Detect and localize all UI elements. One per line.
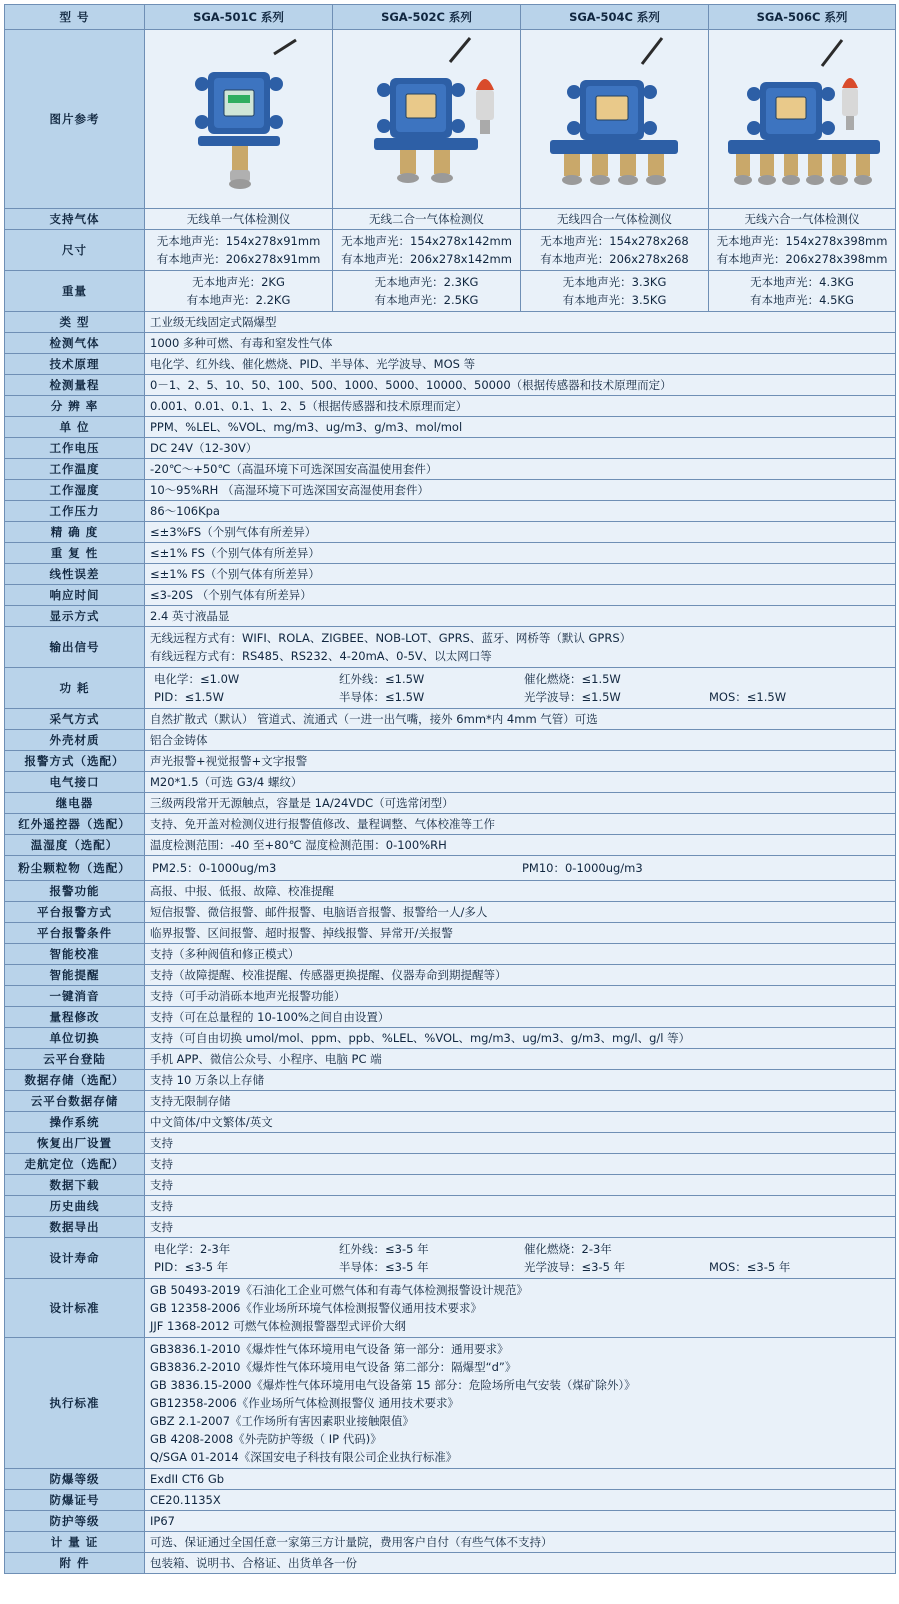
value-range-modify: 支持（可在总量程的 10-100%之间自由设置） (145, 1007, 896, 1028)
power-line-2 (150, 688, 890, 706)
table-row (5, 606, 896, 627)
row-label-accuracy: 精 确 度 (5, 522, 145, 543)
table-row (5, 438, 896, 459)
weight-1-line1: 无本地声光：2KG (192, 275, 285, 289)
weight-3 (521, 271, 709, 312)
row-label-unit: 单 位 (5, 417, 145, 438)
weight-4-line1: 无本地声光：4.3KG (750, 275, 854, 289)
row-label-electrical-interface: 电气接口 (5, 772, 145, 793)
row-label-smart-calibration: 智能校准 (5, 944, 145, 965)
row-label-size: 尺寸 (5, 230, 145, 271)
value-temperature: -20℃～+50℃（高温环境下可选深国安高温使用套件） (145, 459, 896, 480)
table-row (5, 1511, 896, 1532)
table-row (5, 501, 896, 522)
value-repeatability: ≤±1% FS（个别气体有所差异） (145, 543, 896, 564)
table-row (5, 543, 896, 564)
row-label-principle: 技术原理 (5, 354, 145, 375)
row-label-metrology-cert: 计 量 证 (5, 1532, 145, 1553)
supported-gas-2: 无线二合一气体检测仪 (333, 209, 521, 230)
value-range: 0－1、2、5、10、50、100、500、1000、5000、10000、50000（根据传感器和技术原理而定） (145, 375, 896, 396)
row-label-history-curve: 历史曲线 (5, 1196, 145, 1217)
table-row (5, 856, 896, 881)
two-in-one-gas-detector (333, 30, 520, 208)
row-label-cloud-login: 云平台登陆 (5, 1049, 145, 1070)
row-label-unit-switch: 单位切换 (5, 1028, 145, 1049)
value-accuracy: ≤±3%FS（个别气体有所差异） (145, 522, 896, 543)
power-mos: MOS：≤1.5W (709, 690, 787, 704)
life-catalytic: 催化燃烧：2-3年 (524, 1242, 612, 1256)
value-alarm-function: 高报、中报、低报、故障、校准提醒 (145, 881, 896, 902)
size-3 (521, 230, 709, 271)
weight-4-line2: 有本地声光：4.5KG (750, 293, 854, 307)
value-data-export: 支持 (145, 1217, 896, 1238)
row-label-data-storage: 数据存储（选配） (5, 1070, 145, 1091)
design-std-line-1: GB 50493-2019《石油化工企业可燃气体和有毒气体检测报警设计规范》 (150, 1283, 528, 1297)
size-2-line1: 无本地声光：154x278x142mm (341, 234, 512, 248)
row-label-housing: 外壳材质 (5, 730, 145, 751)
row-label-type: 类 型 (5, 312, 145, 333)
value-ir-remote: 支持、免开盖对检测仪进行报警值修改、量程调整、气体校准等工作 (145, 814, 896, 835)
value-metrology-cert: 可选、保证通过全国任意一家第三方计量院，费用客户自付（有些气体不支持） (145, 1532, 896, 1553)
table-row (5, 1175, 896, 1196)
row-label-photo: 图片参考 (5, 30, 145, 209)
value-history-curve: 支持 (145, 1196, 896, 1217)
value-ex-cert-no: CE20.1135X (145, 1490, 896, 1511)
value-smart-calibration: 支持（多种阀值和修正模式） (145, 944, 896, 965)
exec-std-line-4: GB12358-2006《作业场所气体检测报警仪 通用技术要求》 (150, 1396, 459, 1410)
row-label-output-signal: 输出信号 (5, 627, 145, 668)
life-mos: MOS：≤3-5 年 (709, 1260, 791, 1274)
life-optical: 光学波导：≤3-5 年 (524, 1260, 626, 1274)
row-label-os: 操作系统 (5, 1112, 145, 1133)
four-in-one-gas-detector (521, 30, 708, 208)
table-row (5, 1532, 896, 1553)
product-spec-table (4, 4, 896, 1574)
value-housing: 铝合金铸体 (145, 730, 896, 751)
row-label-range: 检测量程 (5, 375, 145, 396)
table-row (5, 1154, 896, 1175)
row-label-ex-rating: 防爆等级 (5, 1469, 145, 1490)
row-label-mobile-positioning: 走航定位（选配） (5, 1154, 145, 1175)
value-platform-alarm-condition: 临界报警、区间报警、超时报警、掉线报警、异常开/关报警 (145, 923, 896, 944)
power-ir: 红外线：≤1.5W (339, 672, 425, 686)
model-header-4: SGA-506C 系列 (709, 5, 896, 30)
table-row (5, 522, 896, 543)
table-row (5, 902, 896, 923)
weight-1-line2: 有本地声光：2.2KG (186, 293, 291, 307)
size-4-line2: 有本地声光：206x278x398mm (716, 252, 888, 266)
table-row (5, 772, 896, 793)
value-ex-rating: ExdII CT6 Gb (145, 1469, 896, 1490)
row-label-exec-standard: 执行标准 (5, 1338, 145, 1469)
row-label-data-export: 数据导出 (5, 1217, 145, 1238)
value-cloud-storage: 支持无限制存储 (145, 1091, 896, 1112)
table-row (5, 814, 896, 835)
power-blank (705, 670, 890, 688)
life-blank (705, 1240, 890, 1258)
table-row (5, 1338, 896, 1469)
table-row (5, 585, 896, 606)
row-label-resolution: 分 辨 率 (5, 396, 145, 417)
table-row (5, 1133, 896, 1154)
row-label-humidity: 工作湿度 (5, 480, 145, 501)
table-row (5, 480, 896, 501)
value-ip-rating: IP67 (145, 1511, 896, 1532)
power-echem: 电化学：≤1.0W (154, 672, 240, 686)
value-electrical-interface: M20*1.5（可选 G3/4 螺纹） (145, 772, 896, 793)
power-catalytic: 催化燃烧：≤1.5W (524, 672, 621, 686)
power-pid: PID：≤1.5W (154, 690, 224, 704)
exec-std-line-1: GB3836.1-2010《爆炸性气体环境用电气设备 第一部分：通用要求》 (150, 1342, 509, 1356)
row-label-temperature: 工作温度 (5, 459, 145, 480)
supported-gas-4: 无线六合一气体检测仪 (709, 209, 896, 230)
six-in-one-gas-detector (709, 30, 895, 208)
row-label-ip-rating: 防护等级 (5, 1511, 145, 1532)
table-row (5, 312, 896, 333)
dust-pm25: PM2.5：0-1000ug/m3 (152, 861, 277, 875)
row-label-ir-remote: 红外遥控器（选配） (5, 814, 145, 835)
row-label-voltage: 工作电压 (5, 438, 145, 459)
table-row (5, 793, 896, 814)
table-row (5, 209, 896, 230)
row-label-detect-gas: 检测气体 (5, 333, 145, 354)
value-design-standard (145, 1279, 896, 1338)
table-row (5, 1553, 896, 1574)
weight-2-line2: 有本地声光：2.5KG (374, 293, 479, 307)
power-optical: 光学波导：≤1.5W (524, 690, 621, 704)
photo-cell-2 (333, 30, 521, 209)
table-row (5, 1238, 896, 1279)
value-platform-alarm-mode: 短信报警、微信报警、邮件报警、电脑语音报警、报警给一人/多人 (145, 902, 896, 923)
value-principle: 电化学、红外线、催化燃烧、PID、半导体、光学波导、MOS 等 (145, 354, 896, 375)
table-row (5, 271, 896, 312)
value-unit: PPM、%LEL、%VOL、mg/m3、ug/m3、g/m3、mol/mol (145, 417, 896, 438)
design-std-line-2: GB 12358-2006《作业场所环境气体检测报警仪通用技术要求》 (150, 1301, 482, 1315)
row-label-pressure: 工作压力 (5, 501, 145, 522)
row-label-design-life: 设计寿命 (5, 1238, 145, 1279)
row-label-sampling: 采气方式 (5, 709, 145, 730)
weight-2-line1: 无本地声光：2.3KG (374, 275, 479, 289)
exec-std-line-7: Q/SGA 01-2014《深国安电子科技有限公司企业执行标准》 (150, 1450, 458, 1464)
value-relay: 三级两段常开无源触点，容量是 1A/24VDC（可选常闭型） (145, 793, 896, 814)
table-row (5, 564, 896, 585)
weight-4 (709, 271, 896, 312)
size-2 (333, 230, 521, 271)
value-detect-gas: 1000 多种可燃、有毒和窒发性气体 (145, 333, 896, 354)
table-row (5, 417, 896, 438)
value-pressure: 86～106Kpa (145, 501, 896, 522)
value-power (145, 668, 896, 709)
row-label-design-standard: 设计标准 (5, 1279, 145, 1338)
value-sampling: 自然扩散式（默认） 管道式、流通式（一进一出气嘴，接外 6mm*内 4mm 气管）可选 (145, 709, 896, 730)
value-data-storage: 支持 10 万条以上存储 (145, 1070, 896, 1091)
row-label-response-time: 响应时间 (5, 585, 145, 606)
life-line-2 (150, 1258, 890, 1276)
value-unit-switch: 支持（可自由切换 umol/mol、ppm、ppb、%LEL、%VOL、mg/m3、ug/m3、g/m3、mg/l、g/l 等） (145, 1028, 896, 1049)
power-line-1 (150, 670, 890, 688)
value-exec-standard (145, 1338, 896, 1469)
table-row (5, 986, 896, 1007)
table-row (5, 1028, 896, 1049)
table-row (5, 881, 896, 902)
life-echem: 电化学：2-3年 (154, 1242, 231, 1256)
table-row (5, 1217, 896, 1238)
size-2-line2: 有本地声光：206x278x142mm (341, 252, 512, 266)
single-gas-detector (145, 30, 332, 208)
model-header-1: SGA-501C 系列 (145, 5, 333, 30)
value-one-key-mute: 支持（可手动消砾本地声光报警功能） (145, 986, 896, 1007)
row-label-accessories: 附 件 (5, 1553, 145, 1574)
output-line-2: 有线远程方式有：RS485、RS232、4-20mA、0-5V、以太网口等 (150, 649, 492, 663)
table-row (5, 751, 896, 772)
table-row (5, 923, 896, 944)
row-label-model: 型 号 (5, 5, 145, 30)
size-3-line1: 无本地声光：154x278x268 (540, 234, 689, 248)
model-header-2: SGA-502C 系列 (333, 5, 521, 30)
value-factory-reset: 支持 (145, 1133, 896, 1154)
output-line-1: 无线远程方式有：WIFI、ROLA、ZIGBEE、NOB-LOT、GPRS、蓝牙、网桥等（默认 GPRS） (150, 631, 632, 645)
weight-1 (145, 271, 333, 312)
weight-2 (333, 271, 521, 312)
value-smart-reminder: 支持（故障提醒、校准提醒、传感器更换提醒、仪器寿命到期提醒等） (145, 965, 896, 986)
table-row-photos (5, 30, 896, 209)
row-label-temp-humidity-option: 温湿度（选配） (5, 835, 145, 856)
row-label-cloud-storage: 云平台数据存储 (5, 1091, 145, 1112)
size-1 (145, 230, 333, 271)
value-design-life (145, 1238, 896, 1279)
photo-cell-3 (521, 30, 709, 209)
exec-std-line-3: GB 3836.15-2000《爆炸性气体环境用电气设备第 15 部分：危险场所电气安装（煤矿除外）》 (150, 1378, 636, 1392)
table-row (5, 1490, 896, 1511)
row-label-supported-gas: 支持气体 (5, 209, 145, 230)
table-row (5, 944, 896, 965)
supported-gas-3: 无线四合一气体检测仪 (521, 209, 709, 230)
row-label-alarm-mode: 报警方式（选配） (5, 751, 145, 772)
photo-cell-4 (709, 30, 896, 209)
table-row (5, 835, 896, 856)
size-4-line1: 无本地声光：154x278x398mm (716, 234, 888, 248)
row-label-alarm-function: 报警功能 (5, 881, 145, 902)
life-line-1 (150, 1240, 890, 1258)
row-label-dust: 粉尘颗粒物（选配） (5, 856, 145, 881)
table-row (5, 1070, 896, 1091)
exec-std-line-5: GBZ 2.1-2007《工作场所有害因素职业接触限值》 (150, 1414, 415, 1428)
table-row (5, 1469, 896, 1490)
value-mobile-positioning: 支持 (145, 1154, 896, 1175)
table-row (5, 965, 896, 986)
life-semiconductor: 半导体：≤3-5 年 (339, 1260, 429, 1274)
row-label-repeatability: 重 复 性 (5, 543, 145, 564)
photo-cell-1 (145, 30, 333, 209)
table-row (5, 1279, 896, 1338)
table-row (5, 1196, 896, 1217)
value-output-signal (145, 627, 896, 668)
row-label-data-download: 数据下载 (5, 1175, 145, 1196)
row-label-one-key-mute: 一键消音 (5, 986, 145, 1007)
table-row (5, 459, 896, 480)
table-row (5, 1112, 896, 1133)
weight-3-line2: 有本地声光：3.5KG (562, 293, 667, 307)
value-voltage: DC 24V（12-30V） (145, 438, 896, 459)
table-row (5, 1091, 896, 1112)
value-humidity: 10～95%RH （高湿环境下可选深国安高湿使用套件） (145, 480, 896, 501)
value-type: 工业级无线固定式隔爆型 (145, 312, 896, 333)
row-label-factory-reset: 恢复出厂设置 (5, 1133, 145, 1154)
dust-pm10: PM10：0-1000ug/m3 (522, 861, 643, 875)
table-row (5, 709, 896, 730)
value-display: 2.4 英寸液晶显 (145, 606, 896, 627)
row-label-platform-alarm-condition: 平台报警条件 (5, 923, 145, 944)
table-row (5, 627, 896, 668)
weight-3-line1: 无本地声光：3.3KG (562, 275, 667, 289)
row-label-range-modify: 量程修改 (5, 1007, 145, 1028)
exec-std-line-6: GB 4208-2008《外壳防护等级（ IP 代码)》 (150, 1432, 382, 1446)
life-pid: PID：≤3-5 年 (154, 1260, 229, 1274)
design-std-line-3: JJF 1368-2012 可燃气体检测报警器型式评价大纲 (150, 1319, 406, 1333)
value-linearity: ≤±1% FS（个别气体有所差异） (145, 564, 896, 585)
row-label-ex-cert-no: 防爆证号 (5, 1490, 145, 1511)
value-accessories: 包装箱、说明书、合格证、出货单各一份 (145, 1553, 896, 1574)
table-row (5, 1007, 896, 1028)
size-1-line1: 无本地声光：154x278x91mm (156, 234, 321, 248)
table-row (5, 333, 896, 354)
size-3-line2: 有本地声光：206x278x268 (540, 252, 689, 266)
value-dust (145, 856, 896, 881)
row-label-display: 显示方式 (5, 606, 145, 627)
row-label-relay: 继电器 (5, 793, 145, 814)
value-data-download: 支持 (145, 1175, 896, 1196)
value-alarm-mode: 声光报警+视觉报警+文字报警 (145, 751, 896, 772)
supported-gas-1: 无线单一气体检测仪 (145, 209, 333, 230)
table-row (5, 730, 896, 751)
size-4 (709, 230, 896, 271)
table-row (5, 1049, 896, 1070)
value-temp-humidity-option: 温度检测范围：-40 至+80℃ 湿度检测范围：0-100%RH (145, 835, 896, 856)
table-row (5, 354, 896, 375)
dust-values (150, 858, 890, 878)
life-ir: 红外线：≤3-5 年 (339, 1242, 429, 1256)
table-row (5, 396, 896, 417)
exec-std-line-2: GB3836.2-2010《爆炸性气体环境用电气设备 第二部分：隔爆型“d”》 (150, 1360, 517, 1374)
table-row (5, 375, 896, 396)
model-header-3: SGA-504C 系列 (521, 5, 709, 30)
row-label-power: 功 耗 (5, 668, 145, 709)
table-row (5, 668, 896, 709)
row-label-linearity: 线性误差 (5, 564, 145, 585)
value-response-time: ≤3-20S （个别气体有所差异） (145, 585, 896, 606)
table-row (5, 230, 896, 271)
value-cloud-login: 手机 APP、微信公众号、小程序、电脑 PC 端 (145, 1049, 896, 1070)
value-os: 中文简体/中文繁体/英文 (145, 1112, 896, 1133)
row-label-platform-alarm-mode: 平台报警方式 (5, 902, 145, 923)
size-1-line2: 有本地声光：206x278x91mm (156, 252, 321, 266)
table-row (5, 5, 896, 30)
power-semiconductor: 半导体：≤1.5W (339, 690, 425, 704)
row-label-smart-reminder: 智能提醒 (5, 965, 145, 986)
value-resolution: 0.001、0.01、0.1、1、2、5（根据传感器和技术原理而定） (145, 396, 896, 417)
row-label-weight: 重量 (5, 271, 145, 312)
